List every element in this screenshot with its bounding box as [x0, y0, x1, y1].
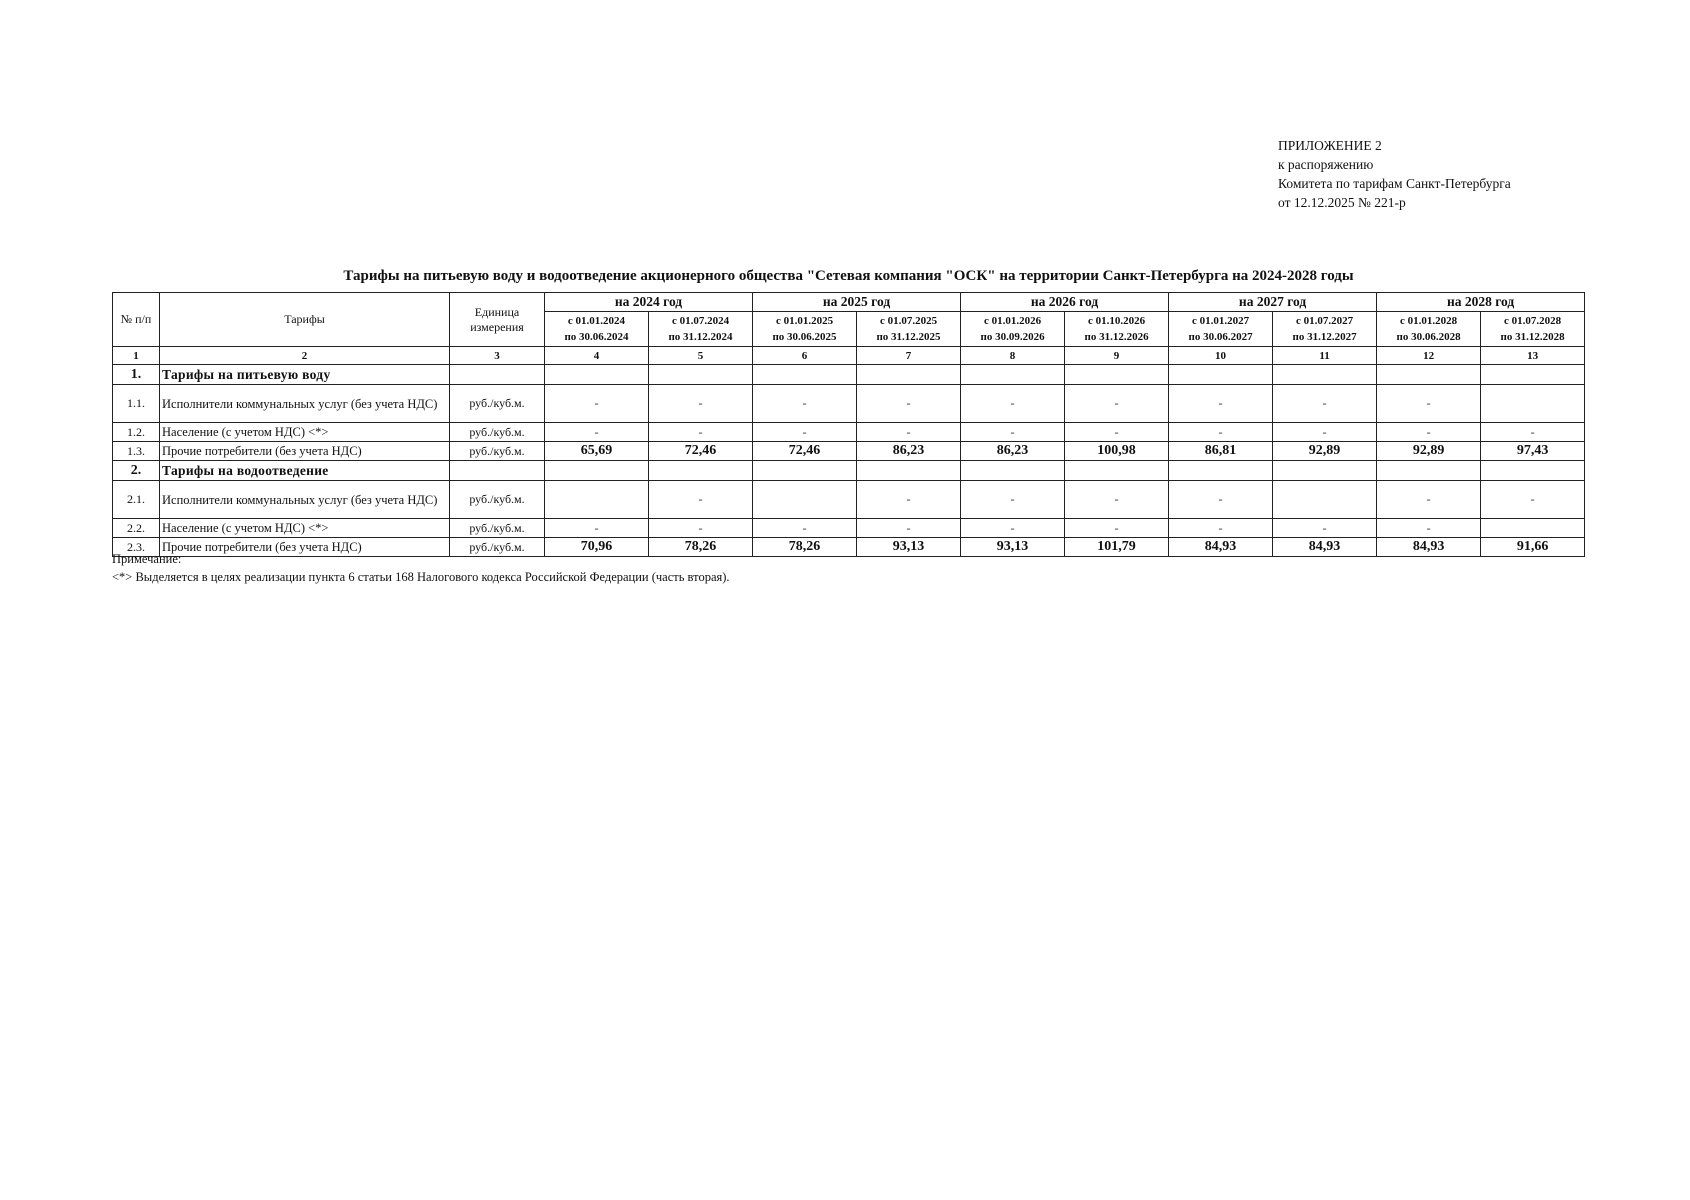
tariff-value [1273, 481, 1377, 519]
header-num: № п/п [113, 293, 160, 347]
tariff-value: - [649, 423, 753, 442]
tariff-value: - [1481, 481, 1585, 519]
tariff-value: 93,13 [961, 538, 1065, 557]
row-number: 2.2. [113, 519, 160, 538]
row-name: Население (с учетом НДС) <*> [160, 423, 450, 442]
tariff-value [1481, 385, 1585, 423]
tariff-value: - [961, 385, 1065, 423]
header-period [857, 312, 961, 347]
tariff-value: 84,93 [1377, 538, 1481, 557]
tariff-value: - [649, 481, 753, 519]
row-number: 1.1. [113, 385, 160, 423]
tariff-value: 86,23 [857, 442, 961, 461]
row-number: 2.1. [113, 481, 160, 519]
section-number: 1. [113, 365, 160, 385]
header-year-2028: на 2028 год [1377, 293, 1585, 312]
appendix-committee: Комитета по тарифам Санкт-Петербурга [1278, 176, 1511, 191]
tariff-value: - [1273, 385, 1377, 423]
tariff-value [753, 481, 857, 519]
tariff-value: - [857, 423, 961, 442]
period-start: с 01.07.2024 [671, 315, 730, 327]
header-year-2024: на 2024 год [545, 293, 753, 312]
column-number: 3 [450, 347, 545, 365]
empty-cell [1065, 365, 1169, 385]
header-period [753, 312, 857, 347]
period-start: с 01.01.2028 [1399, 315, 1458, 327]
tariff-value: 72,46 [753, 442, 857, 461]
tariff-value: - [1169, 481, 1273, 519]
empty-cell [1273, 365, 1377, 385]
row-unit: руб./куб.м. [450, 423, 545, 442]
tariff-value: - [545, 423, 649, 442]
period-start: с 01.01.2025 [775, 315, 834, 327]
empty-cell [1169, 461, 1273, 481]
tariff-value: 84,93 [1273, 538, 1377, 557]
tariff-table [112, 292, 1585, 557]
tariff-value: - [1169, 385, 1273, 423]
row-number: 2.3. [113, 538, 160, 557]
tariff-value: - [1481, 423, 1585, 442]
row-name: Исполнители коммунальных услуг (без учета НДС) [160, 385, 450, 423]
table-body [113, 365, 1585, 557]
tariff-value: - [857, 519, 961, 538]
tariff-value: - [753, 423, 857, 442]
row-unit: руб./куб.м. [450, 481, 545, 519]
tariff-value: - [1377, 519, 1481, 538]
tariff-value: - [1273, 423, 1377, 442]
table-row [113, 519, 1585, 538]
period-end: по 30.06.2024 [564, 331, 629, 343]
tariff-value: - [1377, 481, 1481, 519]
column-number: 4 [545, 347, 649, 365]
tariff-value: 84,93 [1169, 538, 1273, 557]
section-row [113, 461, 1585, 481]
section-title: Тарифы на водоотведение [160, 461, 450, 481]
empty-cell [1169, 365, 1273, 385]
row-number: 1.3. [113, 442, 160, 461]
appendix-block [1278, 136, 1511, 212]
period-end: по 30.06.2025 [772, 331, 837, 343]
empty-cell [1065, 461, 1169, 481]
tariff-value: 92,89 [1377, 442, 1481, 461]
period-end: по 30.06.2028 [1396, 331, 1461, 343]
column-number: 9 [1065, 347, 1169, 365]
tariff-value: - [545, 385, 649, 423]
tariff-value: 91,66 [1481, 538, 1585, 557]
period-end: по 30.09.2026 [980, 331, 1045, 343]
period-end: по 31.12.2024 [668, 331, 733, 343]
empty-cell [857, 365, 961, 385]
period-start: с 01.01.2024 [567, 315, 626, 327]
period-start: с 01.10.2026 [1087, 315, 1146, 327]
tariff-value: - [545, 519, 649, 538]
empty-cell [961, 461, 1065, 481]
appendix-date-number: от 12.12.2025 № 221-р [1278, 195, 1406, 210]
row-name: Население (с учетом НДС) <*> [160, 519, 450, 538]
tariff-value: - [649, 385, 753, 423]
tariff-value: 101,79 [1065, 538, 1169, 557]
tariff-value: - [1169, 519, 1273, 538]
tariff-value: - [1065, 519, 1169, 538]
empty-cell [1377, 365, 1481, 385]
tariff-value [1481, 519, 1585, 538]
column-number: 5 [649, 347, 753, 365]
empty-cell [1481, 365, 1585, 385]
header-year-2025: на 2025 год [753, 293, 961, 312]
column-number: 1 [113, 347, 160, 365]
column-number: 8 [961, 347, 1065, 365]
header-year-2027: на 2027 год [1169, 293, 1377, 312]
empty-cell [961, 365, 1065, 385]
tariff-value: 72,46 [649, 442, 753, 461]
period-start: с 01.07.2028 [1504, 315, 1562, 327]
tariff-value: 65,69 [545, 442, 649, 461]
header-tariffs: Тарифы [160, 293, 450, 347]
column-number: 12 [1377, 347, 1481, 365]
row-unit: руб./куб.м. [450, 538, 545, 557]
tariff-value: - [1065, 423, 1169, 442]
header-period [1377, 312, 1481, 347]
table-row [113, 538, 1585, 557]
note-label: Примечание: [112, 552, 182, 566]
empty-cell [649, 461, 753, 481]
column-number: 10 [1169, 347, 1273, 365]
tariff-value: 70,96 [545, 538, 649, 557]
empty-cell [545, 461, 649, 481]
tariff-value: 100,98 [1065, 442, 1169, 461]
tariff-value: 78,26 [753, 538, 857, 557]
empty-cell [753, 365, 857, 385]
tariff-value: - [961, 481, 1065, 519]
header-period [545, 312, 649, 347]
header-period [961, 312, 1065, 347]
empty-cell [545, 365, 649, 385]
period-start: с 01.07.2025 [879, 315, 938, 327]
tariff-value: 78,26 [649, 538, 753, 557]
table-row [113, 442, 1585, 461]
tariff-value: 97,43 [1481, 442, 1585, 461]
empty-cell [450, 365, 545, 385]
section-number: 2. [113, 461, 160, 481]
document-title: Тарифы на питьевую воду и водоотведение акционерного общества "Сетевая компания "ОСК" на территории Санкт-Петербурга на 2024-2028 годы [343, 268, 1354, 284]
empty-cell [649, 365, 753, 385]
tariff-value: - [857, 385, 961, 423]
period-end: по 31.12.2025 [876, 331, 941, 343]
tariff-value: 86,23 [961, 442, 1065, 461]
column-number: 7 [857, 347, 961, 365]
row-unit: руб./куб.м. [450, 442, 545, 461]
row-name: Прочие потребители (без учета НДС) [160, 442, 450, 461]
tariff-value: - [753, 519, 857, 538]
tariff-value: - [857, 481, 961, 519]
header-period [1065, 312, 1169, 347]
header-period [1169, 312, 1273, 347]
period-start: с 01.01.2027 [1191, 315, 1250, 327]
table-header [113, 293, 1585, 365]
tariff-value: - [1065, 481, 1169, 519]
table-row [113, 423, 1585, 442]
period-start: с 01.01.2026 [983, 315, 1042, 327]
header-period [1273, 312, 1377, 347]
empty-cell [857, 461, 961, 481]
header-period [1481, 312, 1585, 347]
section-row [113, 365, 1585, 385]
table-row [113, 385, 1585, 423]
tariff-value: - [961, 423, 1065, 442]
period-end: по 30.06.2027 [1188, 331, 1253, 343]
column-number: 6 [753, 347, 857, 365]
tariff-value: - [1377, 385, 1481, 423]
tariff-value: - [649, 519, 753, 538]
appendix-heading: ПРИЛОЖЕНИЕ 2 [1278, 138, 1382, 153]
header-period [649, 312, 753, 347]
empty-cell [1377, 461, 1481, 481]
tariff-value: - [1169, 423, 1273, 442]
tariff-value: 86,81 [1169, 442, 1273, 461]
tariff-value [545, 481, 649, 519]
tariff-value: 93,13 [857, 538, 961, 557]
header-year-2026: на 2026 год [961, 293, 1169, 312]
tariff-value: - [1377, 423, 1481, 442]
tariff-value: - [753, 385, 857, 423]
row-name: Прочие потребители (без учета НДС) [160, 538, 450, 557]
period-end: по 31.12.2027 [1292, 331, 1357, 343]
table-row [113, 481, 1585, 519]
row-name: Исполнители коммунальных услуг (без учета НДС) [160, 481, 450, 519]
row-unit: руб./куб.м. [450, 519, 545, 538]
tariff-value: - [961, 519, 1065, 538]
empty-cell [450, 461, 545, 481]
row-unit: руб./куб.м. [450, 385, 545, 423]
empty-cell [753, 461, 857, 481]
period-start: с 01.07.2027 [1295, 315, 1354, 327]
empty-cell [1481, 461, 1585, 481]
row-number: 1.2. [113, 423, 160, 442]
empty-cell [1273, 461, 1377, 481]
period-end: по 31.12.2028 [1500, 331, 1565, 343]
column-number: 13 [1481, 347, 1585, 365]
column-number: 11 [1273, 347, 1377, 365]
period-end: по 31.12.2026 [1084, 331, 1149, 343]
section-title: Тарифы на питьевую воду [160, 365, 450, 385]
header-unit: Единица измерения [450, 293, 545, 347]
tariff-value: 92,89 [1273, 442, 1377, 461]
tariff-value: - [1065, 385, 1169, 423]
note-text: <*> Выделяется в целях реализации пункта 6 статьи 168 Налогового кодекса Российской Федерации (часть вторая). [112, 570, 730, 584]
column-number: 2 [160, 347, 450, 365]
tariff-value: - [1273, 519, 1377, 538]
appendix-order-ref: к распоряжению [1278, 157, 1374, 172]
